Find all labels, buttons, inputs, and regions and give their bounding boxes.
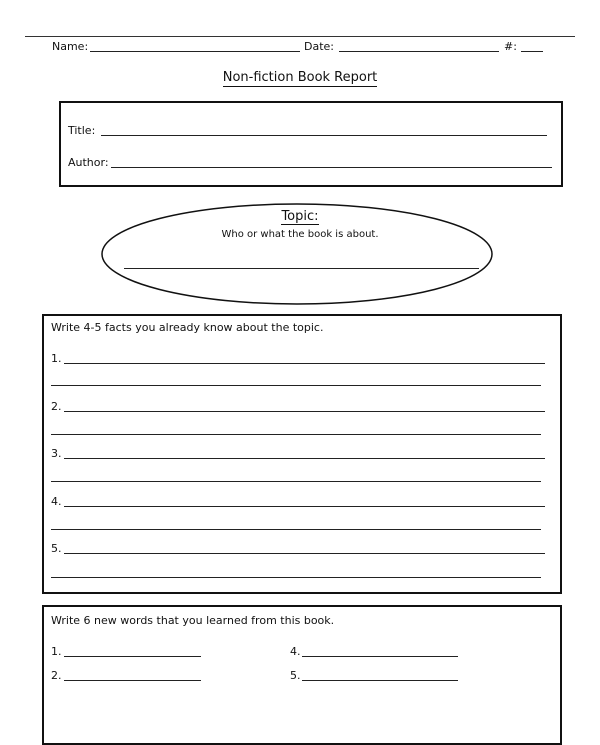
word-number: 1. [51, 645, 62, 658]
number-field[interactable] [521, 51, 543, 52]
word-number: 4. [290, 645, 301, 658]
name-field[interactable] [90, 51, 300, 52]
facts-box [42, 314, 562, 594]
fact-5-line-1[interactable] [64, 553, 545, 554]
word-4-field[interactable] [302, 656, 458, 657]
date-field[interactable] [339, 51, 499, 52]
word-number: 2. [51, 669, 62, 682]
word-5-field[interactable] [302, 680, 458, 681]
fact-4-line-1[interactable] [64, 506, 545, 507]
facts-prompt: Write 4-5 facts you already know about the topic. [51, 321, 324, 334]
word-number: 5. [290, 669, 301, 682]
fact-number: 2. [51, 400, 62, 413]
topic-subheading: Who or what the book is about. [221, 229, 379, 240]
fact-1-line-1[interactable] [64, 363, 545, 364]
fact-number: 5. [51, 542, 62, 555]
word-1-field[interactable] [64, 656, 201, 657]
title-field[interactable] [101, 135, 547, 136]
author-field[interactable] [111, 167, 552, 168]
fact-4-line-2[interactable] [51, 529, 541, 530]
book-info-box [59, 101, 563, 187]
fact-1-line-2[interactable] [51, 385, 541, 386]
fact-3-line-2[interactable] [51, 481, 541, 482]
fact-number: 4. [51, 495, 62, 508]
top-rule [25, 36, 575, 37]
title-label: Title: [68, 124, 96, 137]
fact-2-line-2[interactable] [51, 434, 541, 435]
page-title: Non-fiction Book Report [222, 70, 378, 85]
author-label: Author: [68, 156, 109, 169]
topic-field[interactable] [124, 268, 479, 269]
number-label: #: [504, 40, 517, 53]
date-label: Date: [304, 40, 334, 53]
fact-number: 1. [51, 352, 62, 365]
word-2-field[interactable] [64, 680, 201, 681]
fact-2-line-1[interactable] [64, 411, 545, 412]
name-label: Name: [52, 40, 89, 53]
fact-3-line-1[interactable] [64, 458, 545, 459]
words-prompt: Write 6 new words that you learned from this book. [51, 614, 335, 627]
fact-number: 3. [51, 447, 62, 460]
fact-5-line-2[interactable] [51, 577, 541, 578]
topic-heading: Topic: [281, 209, 319, 224]
